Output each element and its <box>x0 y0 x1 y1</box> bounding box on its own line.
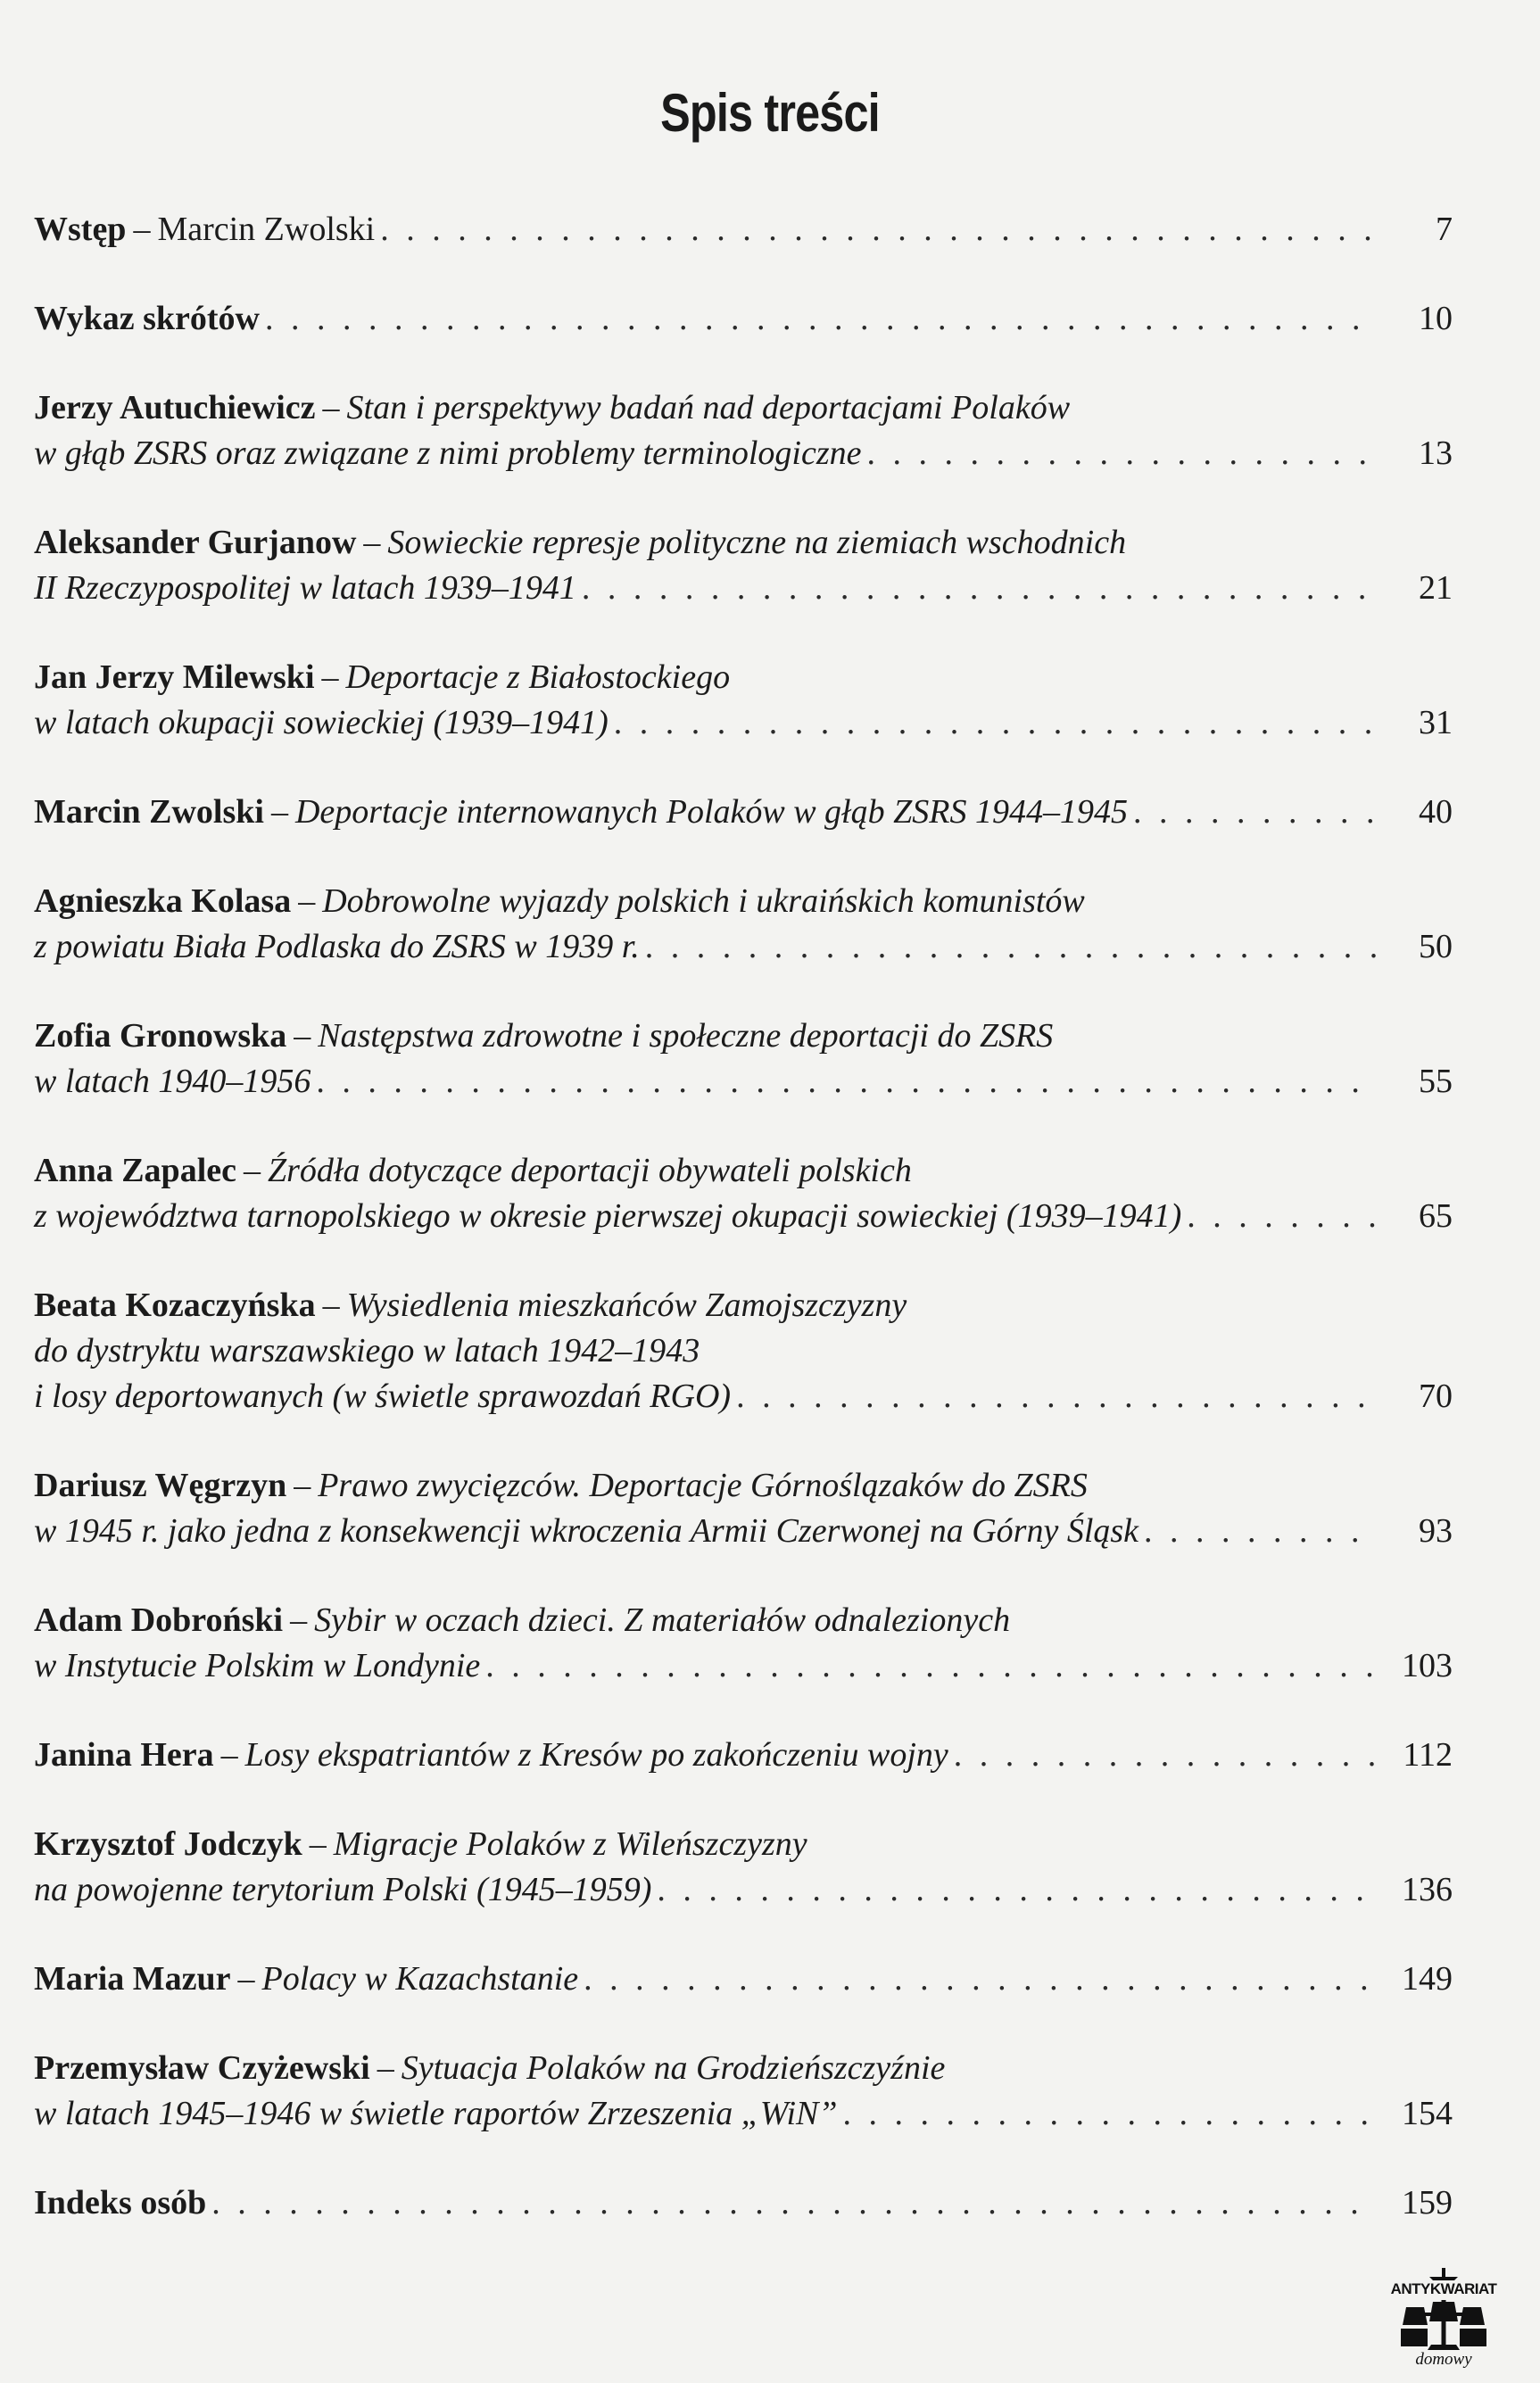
toc-author: Przemysław Czyżewski <box>34 2049 370 2087</box>
toc-author: Agnieszka Kolasa <box>34 882 292 920</box>
toc-separator: – <box>294 1017 311 1055</box>
toc-entry <box>34 655 1453 746</box>
toc-page-number: 103 <box>1402 1647 1453 1684</box>
toc-entry <box>34 1957 1453 2002</box>
toc-separator: – <box>237 1960 255 1998</box>
toc-leader-dots <box>1187 1194 1378 1239</box>
toc-line <box>34 1463 1453 1509</box>
toc-page-number: 149 <box>1402 1960 1453 1998</box>
toc-page-number: 70 <box>1419 1378 1453 1415</box>
toc-entry <box>34 2180 1453 2226</box>
toc-line <box>34 1733 1453 1778</box>
toc-author: Aleksander Gurjanow <box>34 524 357 561</box>
toc-title: w głąb ZSRS oraz związane z nimi problemy terminologiczne <box>34 434 862 472</box>
toc-line <box>34 2180 1453 2226</box>
toc-author: Dariusz Węgrzyn <box>34 1467 287 1504</box>
toc-page-number: 7 <box>1436 211 1453 248</box>
toc-leader-dots <box>954 1733 1378 1778</box>
toc-title: z powiatu Biała Podlaska do ZSRS w 1939 r. <box>34 928 640 965</box>
toc-page-number: 50 <box>1419 928 1453 965</box>
toc-title: Wysiedlenia mieszkańców Zamojszczyzny <box>346 1287 907 1324</box>
toc-title: w latach 1940–1956 <box>34 1063 311 1100</box>
toc-entry <box>34 1733 1453 1778</box>
toc-title: Losy ekspatriantów z Kresów po zakończeniu wojny <box>244 1736 948 1774</box>
toc-title: Dobrowolne wyjazdy polskich i ukraińskich komunistów <box>322 882 1085 920</box>
toc-entry <box>34 879 1453 970</box>
toc-line <box>34 1374 1453 1419</box>
toc-author: Marcin Zwolski <box>34 793 264 831</box>
toc-entry <box>34 1463 1453 1554</box>
toc-leader-dots <box>584 1957 1378 2002</box>
toc-line <box>34 1328 1453 1374</box>
toc-entry <box>34 1014 1453 1105</box>
toc-title: z województwa tarnopolskiego w okresie pierwszej okupacji sowieckiej (1939–1941) <box>34 1197 1182 1235</box>
toc-leader-dots <box>645 924 1378 970</box>
toc-author: Janina Hera <box>34 1736 214 1774</box>
toc-separator: – <box>298 882 316 920</box>
toc-leader-dots <box>485 1643 1378 1689</box>
toc-author: Jan Jerzy Milewski <box>34 658 315 696</box>
toc-title: w latach okupacji sowieckiej (1939–1941) <box>34 704 609 741</box>
toc-entry <box>34 385 1453 476</box>
toc-leader-dots <box>657 1867 1378 1913</box>
stamp-top-text: ANTYKWARIAT <box>1390 2280 1497 2297</box>
toc-title: do dystryktu warszawskiego w latach 1942–1943 <box>34 1332 700 1369</box>
toc-title: na powojenne terytorium Polski (1945–1959) <box>34 1871 652 1908</box>
toc-title: w Instytucie Polskim w Londynie <box>34 1647 481 1684</box>
toc-page-number: 40 <box>1419 793 1453 831</box>
toc-page-number: 65 <box>1419 1197 1453 1235</box>
toc-title: Stan i perspektywy badań nad deportacjami Polaków <box>346 389 1071 426</box>
toc-line <box>34 700 1453 746</box>
toc-separator: – <box>220 1736 238 1774</box>
toc-separator: – <box>377 2049 394 2087</box>
toc-separator: – <box>309 1825 327 1863</box>
toc-leader-dots <box>1144 1509 1378 1554</box>
toc-entry <box>34 296 1453 342</box>
toc-separator: – <box>322 389 340 426</box>
toc-title: Deportacje z Białostockiego <box>345 658 731 696</box>
toc-page-number: 13 <box>1419 434 1453 472</box>
toc-author: Zofia Gronowska <box>34 1017 287 1055</box>
toc-author: Anna Zapalec <box>34 1152 236 1189</box>
toc-page-number: 10 <box>1419 300 1453 337</box>
toc-line <box>34 655 1453 700</box>
toc-leader-dots <box>614 700 1378 746</box>
toc-line <box>34 207 1453 252</box>
toc-separator: – <box>270 793 288 831</box>
toc-author: Maria Mazur <box>34 1960 231 1998</box>
toc-line <box>34 924 1453 970</box>
toc-title: Sytuacja Polaków na Grodzieńszczyźnie <box>401 2049 946 2087</box>
toc-entry <box>34 790 1453 835</box>
toc-line <box>34 1957 1453 2002</box>
toc-leader-dots <box>582 566 1378 611</box>
toc-line <box>34 1643 1453 1689</box>
toc-line <box>34 1283 1453 1328</box>
toc-author: Wstęp <box>34 211 127 248</box>
toc-author: Beata Kozaczyńska <box>34 1287 316 1324</box>
toc-entry <box>34 2046 1453 2137</box>
toc-line <box>34 1822 1453 1867</box>
toc-line <box>34 1509 1453 1554</box>
toc-line <box>34 1194 1453 1239</box>
toc-author: Krzysztof Jodczyk <box>34 1825 302 1863</box>
toc-title: Marcin Zwolski <box>157 211 376 248</box>
table-of-contents <box>34 207 1453 2270</box>
toc-title: w 1945 r. jako jedna z konsekwencji wkroczenia Armii Czerwonej na Górny Śląsk <box>34 1512 1139 1550</box>
toc-line <box>34 431 1453 476</box>
antiquarian-stamp-logo <box>1388 2266 1499 2373</box>
toc-line <box>34 2091 1453 2137</box>
toc-title: Polacy w Kazachstanie <box>261 1960 579 1998</box>
toc-leader-dots <box>380 207 1378 252</box>
toc-entry <box>34 207 1453 252</box>
toc-line <box>34 879 1453 924</box>
toc-author: Jerzy Autuchiewicz <box>34 389 316 426</box>
toc-leader-dots <box>265 296 1378 342</box>
toc-line <box>34 2046 1453 2091</box>
toc-entry <box>34 1822 1453 1913</box>
toc-leader-dots <box>866 431 1378 476</box>
toc-leader-dots <box>843 2091 1379 2137</box>
toc-leader-dots <box>211 2180 1378 2226</box>
toc-separator: – <box>363 524 381 561</box>
toc-title: Sybir w oczach dzieci. Z materiałów odnalezionych <box>314 1601 1011 1639</box>
toc-page-number: 21 <box>1419 569 1453 607</box>
toc-entry <box>34 520 1453 611</box>
toc-line <box>34 1148 1453 1194</box>
toc-leader-dots <box>316 1059 1378 1105</box>
toc-page-number: 31 <box>1419 704 1453 741</box>
toc-page-number: 154 <box>1402 2095 1453 2132</box>
toc-page-number: 55 <box>1419 1063 1453 1100</box>
toc-separator: – <box>321 658 339 696</box>
toc-entry <box>34 1598 1453 1689</box>
stamp-bottom-text: domowy <box>1415 2350 1472 2369</box>
toc-page-number: 93 <box>1419 1512 1453 1550</box>
toc-title: II Rzeczypospolitej w latach 1939–1941 <box>34 569 576 607</box>
toc-separator: – <box>133 211 151 248</box>
toc-entry <box>34 1148 1453 1239</box>
toc-line <box>34 1014 1453 1059</box>
toc-author: Wykaz skrótów <box>34 300 260 337</box>
toc-line <box>34 520 1453 566</box>
toc-line <box>34 1598 1453 1643</box>
page-title: Spis treści <box>660 83 880 143</box>
toc-separator: – <box>322 1287 340 1324</box>
toc-line <box>34 296 1453 342</box>
toc-line <box>34 566 1453 611</box>
toc-separator: – <box>243 1152 261 1189</box>
toc-title: Następstwa zdrowotne i społeczne deportacji do ZSRS <box>318 1017 1054 1055</box>
toc-title: Deportacje internowanych Polaków w głąb ZSRS 1944–1945 <box>294 793 1128 831</box>
toc-entry <box>34 1283 1453 1419</box>
toc-author: Indeks osób <box>34 2184 207 2222</box>
toc-page-number: 112 <box>1403 1736 1453 1774</box>
toc-title: Źródła dotyczące deportacji obywateli polskich <box>267 1152 912 1189</box>
toc-leader-dots <box>736 1374 1378 1419</box>
toc-page-number: 136 <box>1402 1871 1453 1908</box>
toc-title: Sowieckie represje polityczne na ziemiach wschodnich <box>387 524 1127 561</box>
toc-line <box>34 385 1453 431</box>
toc-line <box>34 1867 1453 1913</box>
toc-separator: – <box>294 1467 311 1504</box>
toc-title: i losy deportowanych (w świetle sprawozdań RGO) <box>34 1378 732 1415</box>
toc-separator: – <box>290 1601 308 1639</box>
toc-page-number: 159 <box>1402 2184 1453 2222</box>
toc-line <box>34 790 1453 835</box>
toc-title: Migracje Polaków z Wileńszczyzny <box>333 1825 807 1863</box>
toc-title: Prawo zwycięzców. Deportacje Górnoślązaków do ZSRS <box>318 1467 1088 1504</box>
toc-author: Adam Dobroński <box>34 1601 284 1639</box>
toc-line <box>34 1059 1453 1105</box>
toc-title: w latach 1945–1946 w świetle raportów Zrzeszenia „WiN” <box>34 2095 838 2132</box>
toc-leader-dots <box>1133 790 1378 835</box>
